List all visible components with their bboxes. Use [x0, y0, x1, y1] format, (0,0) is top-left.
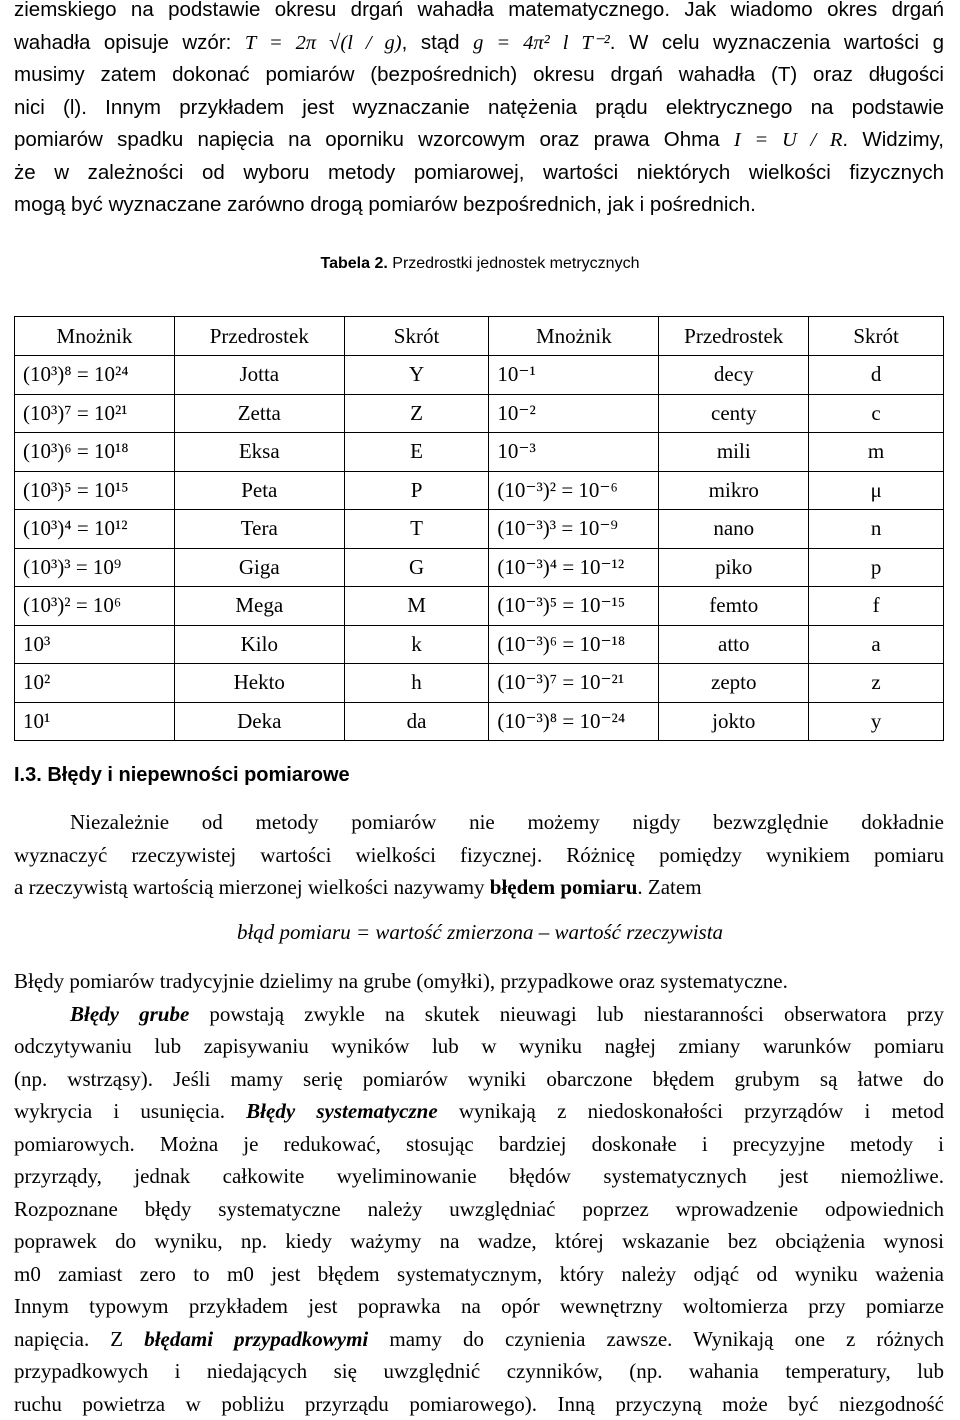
prefix-cell: mikro	[659, 471, 809, 510]
prefix-cell: Tera	[174, 510, 344, 549]
multiplier-cell: (10³)³ = 10⁹	[15, 548, 175, 587]
symbol-cell: p	[809, 548, 944, 587]
symbol-cell: z	[809, 664, 944, 703]
multiplier-cell: (10³)⁵ = 10¹⁵	[15, 471, 175, 510]
header-prefix: Przedrostek	[174, 317, 344, 356]
multiplier-cell: (10³)⁴ = 10¹²	[15, 510, 175, 549]
errors-p3-line-1: Błędy grube powstają zwykle na skutek nieuwagi lub niestaranności obserwatora przy	[70, 1001, 945, 1026]
symbol-cell: Z	[344, 394, 489, 433]
intro-paragraph	[14, 0, 944, 222]
prefix-cell: Hekto	[174, 664, 344, 703]
errors-p3-line-10: Innym typowym przykładem jest poprawka na opór wewnętrzny woltomierza przy pomiarze	[14, 1294, 944, 1318]
symbol-cell: da	[344, 702, 489, 741]
multiplier-cell: (10⁻³)⁴ = 10⁻¹²	[489, 548, 659, 587]
intro-line-1: ziemskiego na podstawie okresu drgań wahadła matematycznego. Jak wiadomo okres drgań	[14, 0, 944, 21]
symbol-cell: P	[344, 471, 489, 510]
header-symbol: Skrót	[809, 317, 944, 356]
multiplier-cell: (10⁻³)⁷ = 10⁻²¹	[489, 664, 659, 703]
errors-p3-line-3: (np. wstrząsy). Jeśli mamy serię pomiarów wyniki obarczone błędem grubym są łatwe do	[14, 1066, 944, 1091]
table-row	[15, 471, 944, 510]
header-multiplier: Mnożnik	[15, 317, 175, 356]
prefix-cell: atto	[659, 625, 809, 664]
prefix-cell: Mega	[174, 587, 344, 626]
multiplier-cell: (10³)⁷ = 10²¹	[15, 394, 175, 433]
prefix-cell: Eksa	[174, 433, 344, 472]
errors-p3-line-5: pomiarowych. Można je redukować, stosując bardziej doskonałe i precyzyjne metody i	[14, 1131, 944, 1156]
symbol-cell: k	[344, 625, 489, 664]
header-symbol: Skrót	[344, 317, 489, 356]
symbol-cell: G	[344, 548, 489, 587]
multiplier-cell: (10⁻³)⁵ = 10⁻¹⁵	[489, 587, 659, 626]
prefix-cell: zepto	[659, 664, 809, 703]
ohm-law-formula: I = U / R	[733, 129, 843, 151]
header-multiplier: Mnożnik	[489, 317, 659, 356]
table-row	[15, 587, 944, 626]
prefix-cell: nano	[659, 510, 809, 549]
prefix-cell: Deka	[174, 702, 344, 741]
errors-p1-line-3: a rzeczywistą wartością mierzonej wielkości nazywamy błędem pomiaru. Zatem	[14, 875, 702, 899]
table-row	[15, 625, 944, 664]
header-prefix: Przedrostek	[659, 317, 809, 356]
errors-p3-line-11: napięcia. Z błędami przypadkowymi mamy do czynienia zawsze. Wynikają one z różnych	[14, 1326, 945, 1351]
symbol-cell: m	[809, 433, 944, 472]
multiplier-cell: 10⁻¹	[489, 356, 659, 395]
table-header-row	[15, 317, 944, 356]
prefix-cell: Zetta	[174, 394, 344, 433]
symbol-cell: Y	[344, 356, 489, 395]
multiplier-cell: (10³)² = 10⁶	[15, 587, 175, 626]
multiplier-cell: (10³)⁶ = 10¹⁸	[15, 433, 175, 472]
table-row	[15, 510, 944, 549]
systematic-errors-term: Błędy systematyczne	[246, 1099, 438, 1123]
intro-line-2: wahadła opisuje wzór: T = 2π √(l / g), stąd g = 4π² l T⁻². W celu wyznaczenia wartości g	[14, 30, 944, 54]
errors-p3-line-13: ruchu powietrza w pobliżu przyrządu pomiarowego). Inną przyczyną może być niezgodność	[14, 1391, 944, 1416]
multiplier-cell: 10²	[15, 664, 175, 703]
pendulum-period-formula: T = 2π √(l / g)	[244, 31, 402, 54]
symbol-cell: n	[809, 510, 944, 549]
multiplier-cell: (10⁻³)² = 10⁻⁶	[489, 471, 659, 510]
prefix-cell: Kilo	[174, 625, 344, 664]
table-row	[15, 664, 944, 703]
table-row	[15, 394, 944, 433]
errors-p3-line-2: odczytywaniu lub zapisywaniu wyników lub w wyniku nagłej zmiany warunków pomiaru	[14, 1034, 944, 1058]
symbol-cell: f	[809, 587, 944, 626]
symbol-cell: a	[809, 625, 944, 664]
intro-line-5: pomiarów spadku napięcia na oporniku wzorcowym oraz prawa Ohma I = U / R. Widzimy,	[14, 128, 944, 151]
error-definition-formula: błąd pomiaru = wartość zmierzona – wartość rzeczywista	[236, 920, 724, 944]
symbol-cell: M	[344, 587, 489, 626]
section-heading: I.3. Błędy i niepewności pomiarowe	[14, 764, 350, 786]
table-row	[15, 433, 944, 472]
table-row	[15, 356, 944, 395]
table-caption-label: Tabela 2.	[320, 255, 388, 272]
errors-p3-line-6: przyrządy, jednak całkowite wyeliminowanie błędów systematycznych jest niemożliwe.	[14, 1164, 944, 1188]
errors-p3-line-4: wykrycia i usunięcia. Błędy systematyczne wynikają z niedoskonałości przyrządów i metod	[14, 1099, 944, 1123]
table-caption	[0, 255, 960, 273]
prefix-cell: Peta	[174, 471, 344, 510]
symbol-cell: μ	[809, 471, 944, 510]
prefix-cell: centy	[659, 394, 809, 433]
errors-p3-line-9: m0 zamiast zero to m0 jest błędem systematycznym, który należy odjąć od wyniku ważenia	[14, 1261, 944, 1286]
intro-line-3: musimy zatem dokonać pomiarów (bezpośrednich) okresu drgań wahadła (T) oraz długości	[14, 63, 944, 86]
symbol-cell: y	[809, 702, 944, 741]
errors-p2-line-1: Błędy pomiarów tradycyjnie dzielimy na grube (omyłki), przypadkowe oraz systematyczne.	[14, 969, 788, 993]
prefix-cell: piko	[659, 548, 809, 587]
symbol-cell: d	[809, 356, 944, 395]
intro-line-7: mogą być wyznaczane zarówno drogą pomiarów bezpośrednich, jak i pośrednich.	[14, 193, 756, 216]
prefix-cell: femto	[659, 587, 809, 626]
multiplier-cell: 10¹	[15, 702, 175, 741]
gross-errors-term: Błędy grube	[70, 1001, 190, 1026]
symbol-cell: E	[344, 433, 489, 472]
metric-prefix-table	[14, 316, 944, 741]
prefix-cell: mili	[659, 433, 809, 472]
multiplier-cell: 10³	[15, 625, 175, 664]
errors-paragraph-1	[14, 806, 944, 904]
errors-paragraph-2	[14, 965, 944, 1420]
symbol-cell: c	[809, 394, 944, 433]
table-row	[15, 548, 944, 587]
errors-p1-line-2: wyznaczyć rzeczywistej wartości wielkości fizycznej. Różnicę pomiędzy wynikiem pomiaru	[14, 842, 944, 867]
errors-p1-line-1: Niezależnie od metody pomiarów nie możemy nigdy bezwzględnie dokładnie	[70, 810, 944, 834]
table-row	[15, 702, 944, 741]
gravity-formula: g = 4π² l T⁻²	[473, 31, 610, 54]
multiplier-cell: 10⁻³	[489, 433, 659, 472]
multiplier-cell: (10⁻³)⁸ = 10⁻²⁴	[489, 702, 659, 741]
errors-p3-line-7: Rozpoznane błędy systematyczne należy uwzględniać poprzez wprowadzenie odpowiednich	[14, 1196, 944, 1221]
multiplier-cell: (10⁻³)⁶ = 10⁻¹⁸	[489, 625, 659, 664]
errors-p3-line-8: poprawek do wyniku, np. kiedy ważymy na wadze, której wskazanie bez obciążenia wynosi	[14, 1229, 944, 1253]
errors-p3-line-12: przypadkowych i niedających się uwzględnić czynników, (np. wahania temperatury, lub	[14, 1359, 944, 1383]
measurement-error-term: błędem pomiaru	[489, 875, 638, 899]
table-caption-text: Przedrostki jednostek metrycznych	[392, 255, 640, 272]
multiplier-cell: 10⁻²	[489, 394, 659, 433]
symbol-cell: T	[344, 510, 489, 549]
prefix-cell: Giga	[174, 548, 344, 587]
multiplier-cell: (10³)⁸ = 10²⁴	[15, 356, 175, 395]
symbol-cell: h	[344, 664, 489, 703]
prefix-cell: decy	[659, 356, 809, 395]
prefix-cell: jokto	[659, 702, 809, 741]
intro-line-4: nici (l). Innym przykładem jest wyznaczanie natężenia prądu elektrycznego na podstawie	[14, 95, 944, 119]
multiplier-cell: (10⁻³)³ = 10⁻⁹	[489, 510, 659, 549]
random-errors-term: błędami przypadkowymi	[144, 1326, 369, 1351]
intro-line-6: że w zależności od wyboru metody pomiarowej, wartości niektórych wielkości fizycznych	[14, 160, 944, 184]
prefix-cell: Jotta	[174, 356, 344, 395]
